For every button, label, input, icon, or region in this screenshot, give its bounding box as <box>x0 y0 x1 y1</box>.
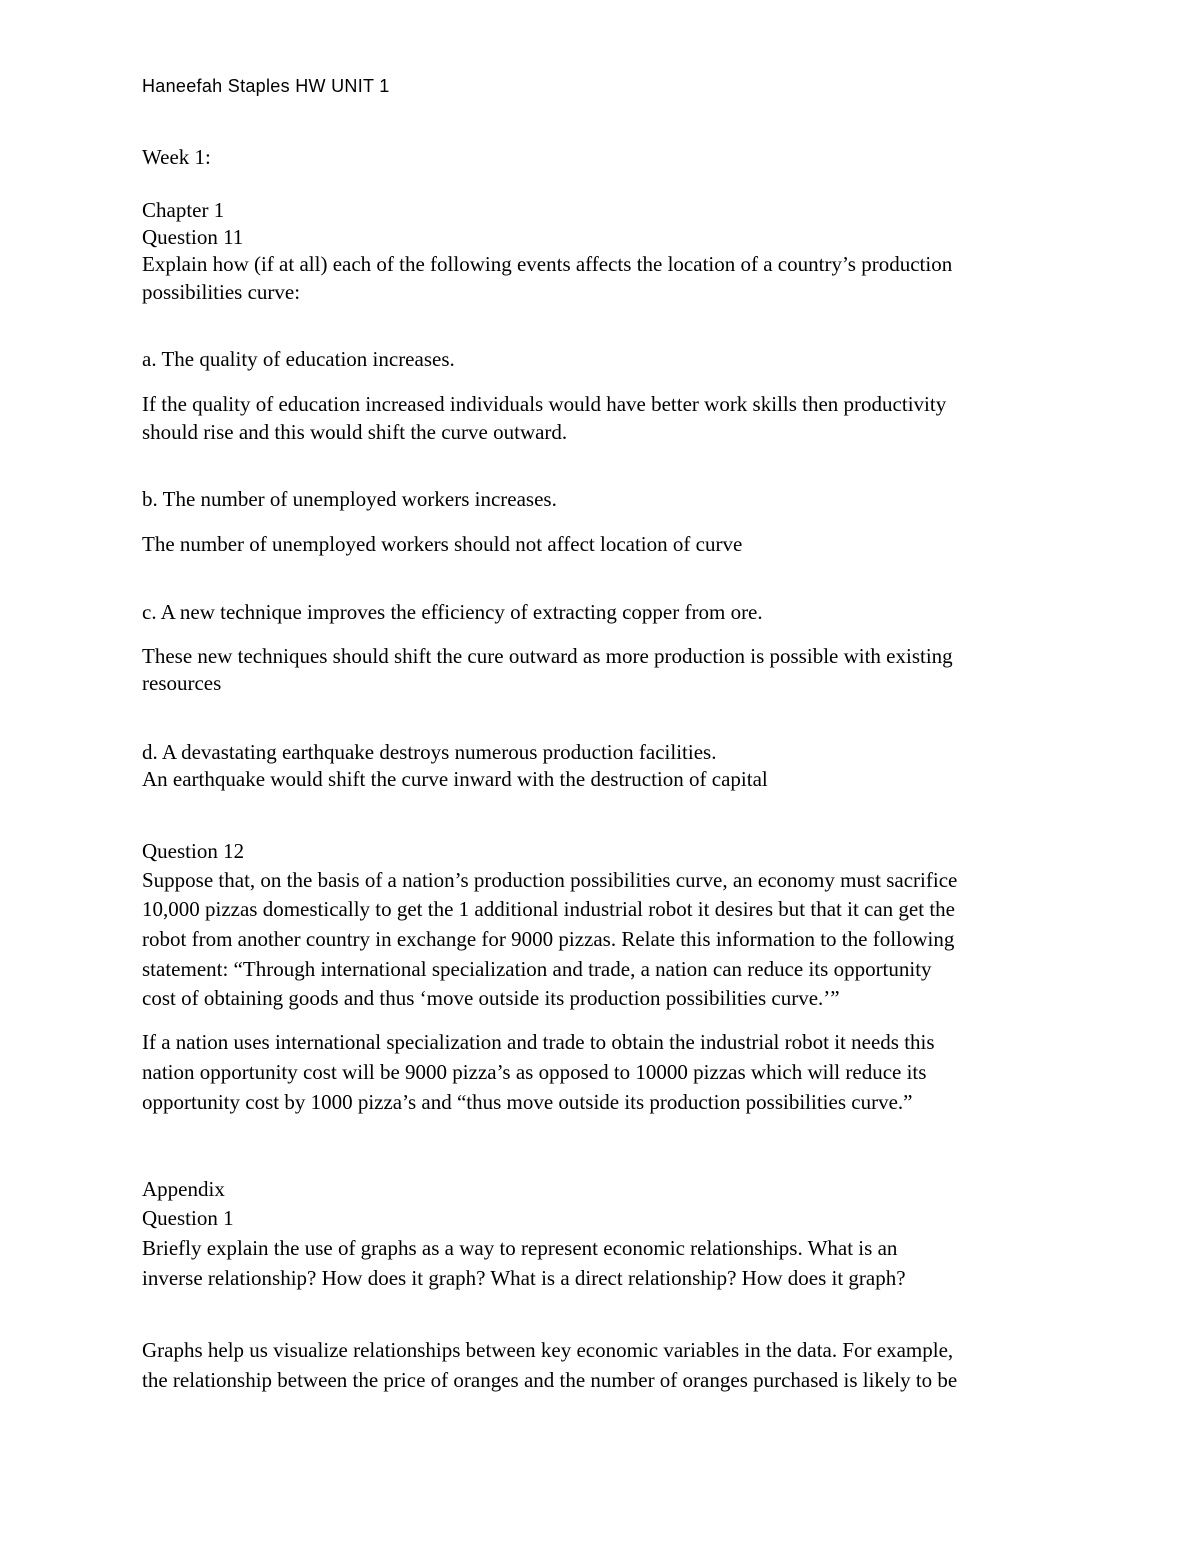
question-12-prompt-line: statement: “Through international specialization and trade, a nation can reduce its opportunity <box>142 957 932 981</box>
answer-11-d: An earthquake would shift the curve inward with the destruction of capital <box>142 767 768 791</box>
week-heading: Week 1: <box>142 145 211 169</box>
appendix-heading: Appendix <box>142 1177 225 1201</box>
answer-11-a-line: should rise and this would shift the curve outward. <box>142 420 568 444</box>
question-11-a: a. The quality of education increases. <box>142 347 455 371</box>
question-12-label: Question 12 <box>142 839 245 863</box>
appendix-answer-1-line: the relationship between the price of oranges and the number of oranges purchased is likely to be <box>142 1368 958 1392</box>
question-11-b: b. The number of unemployed workers increases. <box>142 487 557 511</box>
answer-12-line: If a nation uses international specialization and trade to obtain the industrial robot it needs this <box>142 1030 935 1054</box>
answer-11-c-line: resources <box>142 671 222 695</box>
answer-12-line: nation opportunity cost will be 9000 pizza’s as opposed to 10000 pizzas which will reduce its <box>142 1060 927 1084</box>
answer-11-b: The number of unemployed workers should not affect location of curve <box>142 532 743 556</box>
question-11-prompt-line: Explain how (if at all) each of the following events affects the location of a country’s production <box>142 252 953 276</box>
appendix-question-1-prompt-line: inverse relationship? How does it graph? What is a direct relationship? How does it graph? <box>142 1266 906 1290</box>
question-12-prompt-line: robot from another country in exchange for 9000 pizzas. Relate this information to the following <box>142 927 955 951</box>
question-12-prompt-line: 10,000 pizzas domestically to get the 1 additional industrial robot it desires but that it can get the <box>142 897 955 921</box>
question-11-prompt-line: possibilities curve: <box>142 280 301 304</box>
question-11-c: c. A new technique improves the efficiency of extracting copper from ore. <box>142 600 763 624</box>
appendix-answer-1-line: Graphs help us visualize relationships between key economic variables in the data. For example, <box>142 1338 954 1362</box>
question-11-d: d. A devastating earthquake destroys numerous production facilities. <box>142 740 717 764</box>
answer-11-a-line: If the quality of education increased individuals would have better work skills then productivity <box>142 392 947 416</box>
appendix-question-1-label: Question 1 <box>142 1206 234 1230</box>
chapter-heading: Chapter 1 <box>142 198 225 222</box>
question-12-prompt-line: cost of obtaining goods and thus ‘move outside its production possibilities curve.’” <box>142 986 840 1010</box>
answer-12-line: opportunity cost by 1000 pizza’s and “thus move outside its production possibilities curve.” <box>142 1090 913 1114</box>
answer-11-c-line: These new techniques should shift the cure outward as more production is possible with existing <box>142 644 953 668</box>
document-header: Haneefah Staples HW UNIT 1 <box>142 76 390 96</box>
question-12-prompt-line: Suppose that, on the basis of a nation’s production possibilities curve, an economy must sacrifice <box>142 868 958 892</box>
appendix-question-1-prompt-line: Briefly explain the use of graphs as a way to represent economic relationships. What is an <box>142 1236 898 1260</box>
question-11-label: Question 11 <box>142 225 244 249</box>
